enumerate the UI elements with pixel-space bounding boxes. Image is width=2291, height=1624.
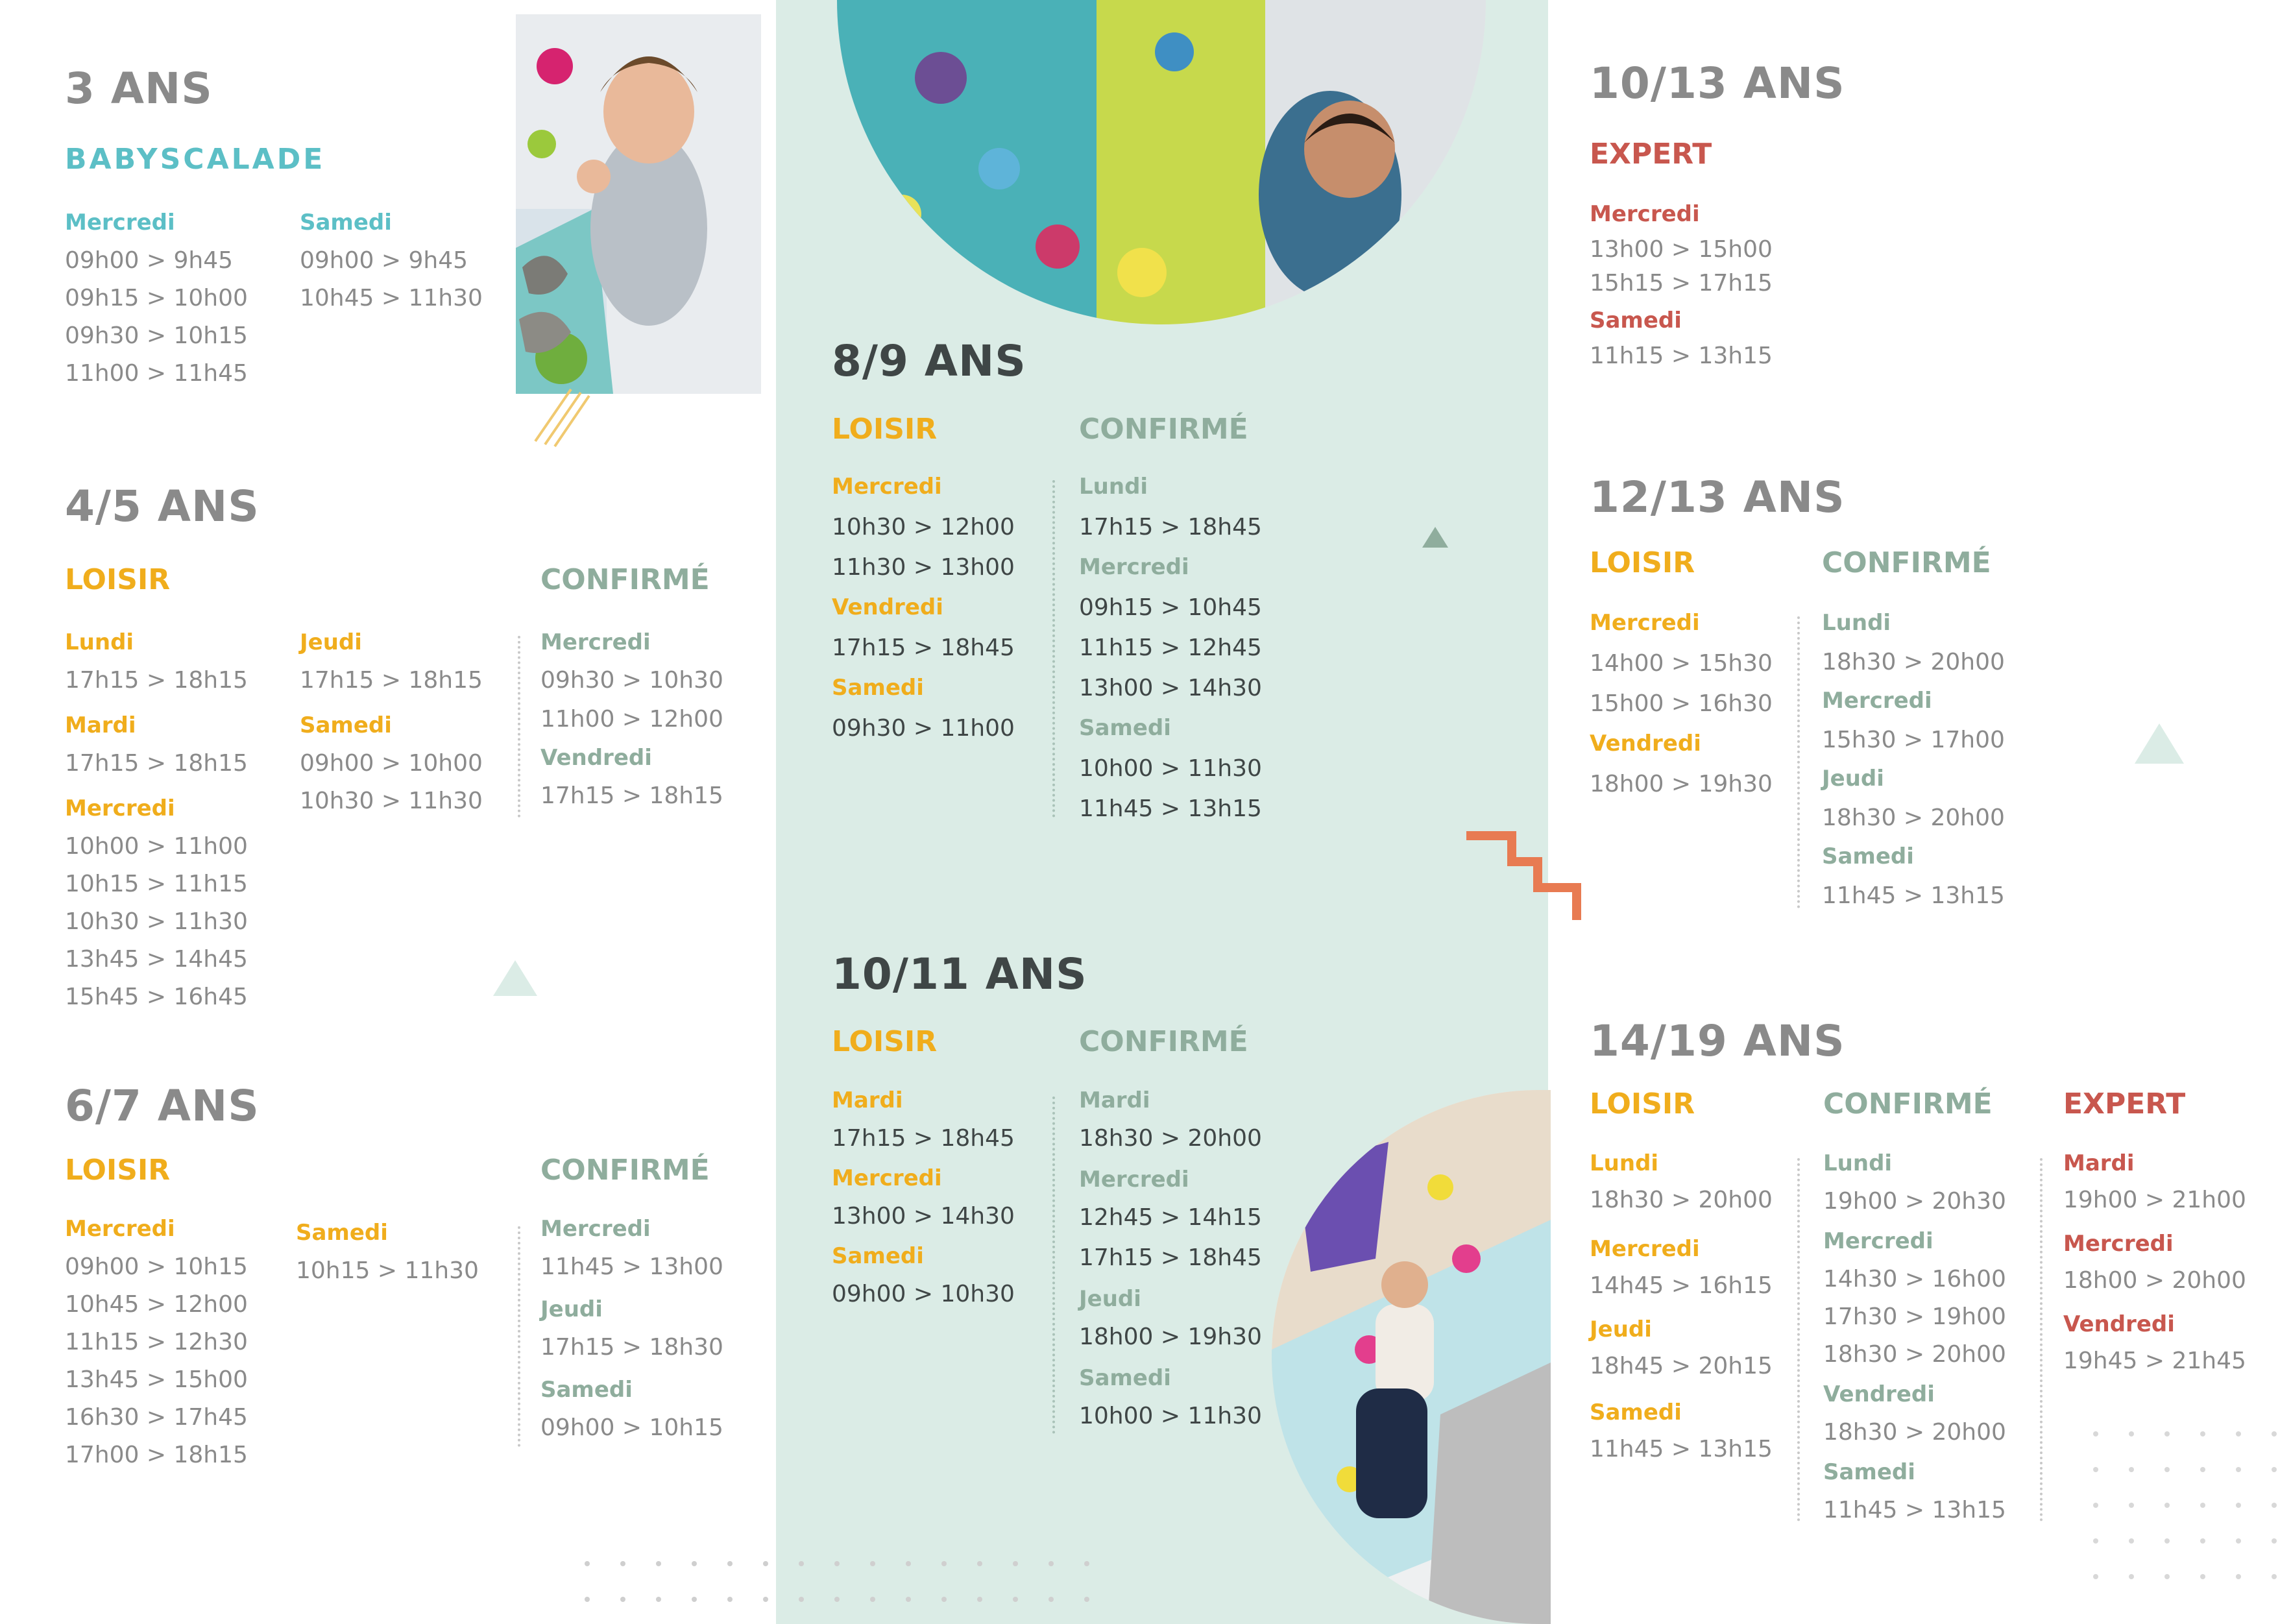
time-slot: 11h00 > 12h00 bbox=[540, 706, 723, 733]
time-slot: 18h00 > 19h30 bbox=[1590, 771, 1773, 797]
schedule-column bbox=[1590, 1150, 1773, 1472]
category-loisir: LOISIR bbox=[1590, 546, 1695, 579]
time-slot: 09h00 > 9h45 bbox=[65, 247, 234, 274]
section-title-10-13-ans: 10/13 ANS bbox=[1590, 58, 1845, 108]
day-label: Mardi bbox=[832, 1087, 903, 1113]
category-confirme: CONFIRMÉ bbox=[1822, 546, 1991, 579]
time-slot: 15h15 > 17h15 bbox=[1590, 270, 1773, 297]
category-confirme: CONFIRMÉ bbox=[1079, 413, 1248, 446]
day-label: Mercredi bbox=[65, 795, 175, 821]
dot-pattern-bottom bbox=[584, 1557, 1135, 1622]
decorative-lines bbox=[532, 383, 590, 448]
category-confirme: CONFIRMÉ bbox=[540, 1154, 710, 1187]
day-label: Vendredi bbox=[832, 594, 943, 620]
day-label: Samedi bbox=[832, 1243, 924, 1269]
day-label: Mercredi bbox=[832, 1165, 942, 1191]
column-divider bbox=[1052, 480, 1055, 818]
time-slot: 13h00 > 14h30 bbox=[1079, 675, 1262, 701]
time-slot: 17h15 > 18h15 bbox=[300, 667, 483, 694]
time-slot: 17h15 > 18h15 bbox=[540, 782, 723, 809]
time-slot: 18h30 > 20h00 bbox=[1823, 1341, 2006, 1368]
day-label: Samedi bbox=[1590, 1400, 1682, 1425]
day-label: Vendredi bbox=[2063, 1311, 2175, 1337]
day-label: Mercredi bbox=[832, 474, 942, 500]
time-slot: 09h00 > 10h30 bbox=[832, 1281, 1015, 1307]
time-slot: 11h45 > 13h15 bbox=[1590, 1436, 1773, 1462]
time-slot: 09h15 > 10h45 bbox=[1079, 594, 1262, 621]
day-label: Mercredi bbox=[65, 1216, 175, 1242]
day-label: Samedi bbox=[296, 1220, 388, 1246]
photo-child-climbing bbox=[516, 14, 761, 394]
day-label: Mercredi bbox=[540, 629, 651, 655]
time-slot: 10h30 > 11h30 bbox=[300, 788, 483, 814]
day-label: Samedi bbox=[1079, 1365, 1171, 1391]
day-label: Vendredi bbox=[1590, 731, 1701, 757]
column-divider bbox=[1797, 1158, 1800, 1521]
day-label: Jeudi bbox=[1822, 766, 1884, 792]
column-divider bbox=[2040, 1158, 2043, 1521]
day-label: Mercredi bbox=[1079, 554, 1189, 580]
time-slot: 09h00 > 10h00 bbox=[300, 750, 483, 777]
day-label: Samedi bbox=[540, 1377, 633, 1403]
schedule-column bbox=[1822, 610, 2005, 921]
time-slot: 18h30 > 20h00 bbox=[1822, 649, 2005, 675]
category-confirme: CONFIRMÉ bbox=[1079, 1025, 1248, 1058]
column-divider bbox=[518, 1226, 520, 1447]
day-label: Mercredi bbox=[1590, 1236, 1700, 1262]
time-slot: 11h15 > 12h30 bbox=[65, 1329, 248, 1355]
schedule-column bbox=[1590, 201, 1773, 378]
day-label: Mercredi bbox=[65, 210, 175, 236]
day-label: Jeudi bbox=[540, 1296, 603, 1322]
time-slot: 18h00 > 19h30 bbox=[1079, 1324, 1262, 1350]
section-title-12-13-ans: 12/13 ANS bbox=[1590, 472, 1845, 522]
time-slot: 09h30 > 10h30 bbox=[540, 667, 723, 694]
stairs-decoration bbox=[1466, 830, 1590, 928]
time-slot: 17h15 > 18h45 bbox=[832, 635, 1015, 661]
category-loisir: LOISIR bbox=[1590, 1087, 1695, 1121]
time-slot: 10h45 > 12h00 bbox=[65, 1291, 248, 1318]
day-label: Mardi bbox=[2063, 1150, 2135, 1176]
time-slot: 18h30 > 20h00 bbox=[1822, 805, 2005, 831]
section-title-14-19-ans: 14/19 ANS bbox=[1590, 1016, 1845, 1066]
day-label: Mercredi bbox=[1590, 610, 1700, 636]
day-label: Mercredi bbox=[1590, 201, 1700, 227]
day-label: Samedi bbox=[1822, 843, 1914, 869]
time-slot: 14h00 > 15h30 bbox=[1590, 650, 1773, 677]
time-slot: 18h30 > 20h00 bbox=[1590, 1187, 1773, 1213]
category-expert: EXPERT bbox=[2063, 1087, 2186, 1121]
time-slot: 19h45 > 21h45 bbox=[2063, 1348, 2246, 1374]
time-slot: 11h15 > 13h15 bbox=[1590, 343, 1773, 369]
day-label: Samedi bbox=[300, 210, 392, 236]
time-slot: 12h45 > 14h15 bbox=[1079, 1204, 1262, 1231]
time-slot: 10h00 > 11h30 bbox=[1079, 1403, 1262, 1429]
time-slot: 13h00 > 15h00 bbox=[1590, 236, 1773, 263]
day-label: Samedi bbox=[1823, 1459, 1915, 1485]
triangle-decoration bbox=[2135, 723, 2184, 764]
section-title-3-ans: 3 ANS bbox=[65, 64, 213, 114]
schedule-column bbox=[300, 210, 483, 322]
category-loisir: LOISIR bbox=[832, 1025, 938, 1058]
time-slot: 15h30 > 17h00 bbox=[1822, 727, 2005, 753]
time-slot: 11h45 > 13h15 bbox=[1822, 882, 2005, 909]
time-slot: 17h15 > 18h45 bbox=[1079, 514, 1262, 540]
time-slot: 11h45 > 13h15 bbox=[1079, 795, 1262, 822]
time-slot: 13h00 > 14h30 bbox=[832, 1203, 1015, 1230]
day-label: Lundi bbox=[1823, 1150, 1893, 1176]
time-slot: 16h30 > 17h45 bbox=[65, 1404, 248, 1431]
time-slot: 15h45 > 16h45 bbox=[65, 984, 248, 1010]
category-loisir: LOISIR bbox=[65, 1154, 171, 1187]
time-slot: 11h00 > 11h45 bbox=[65, 360, 248, 387]
category-confirme: CONFIRMÉ bbox=[540, 563, 710, 596]
time-slot: 10h00 > 11h30 bbox=[1079, 755, 1262, 782]
schedule-column bbox=[65, 629, 248, 1021]
schedule-column bbox=[296, 1220, 479, 1295]
schedule-column bbox=[2063, 1150, 2246, 1384]
triangle-decoration bbox=[493, 960, 537, 996]
schedule-column bbox=[65, 1216, 248, 1479]
day-label: Samedi bbox=[1590, 308, 1682, 333]
time-slot: 10h15 > 11h30 bbox=[296, 1257, 479, 1284]
time-slot: 17h15 > 18h45 bbox=[1079, 1244, 1262, 1271]
time-slot: 14h45 > 16h15 bbox=[1590, 1272, 1773, 1299]
section-title-8-9-ans: 8/9 ANS bbox=[832, 336, 1026, 386]
time-slot: 11h30 > 13h00 bbox=[832, 554, 1015, 581]
day-label: Samedi bbox=[1079, 715, 1171, 741]
category-loisir: LOISIR bbox=[832, 413, 938, 446]
section-title-6-7-ans: 6/7 ANS bbox=[65, 1081, 260, 1131]
time-slot: 17h00 > 18h15 bbox=[65, 1442, 248, 1468]
schedule-column bbox=[832, 1087, 1015, 1321]
schedule-column bbox=[540, 629, 723, 820]
schedule-column bbox=[1079, 474, 1262, 836]
column-divider bbox=[518, 636, 520, 818]
day-label: Mercredi bbox=[1822, 688, 1932, 714]
time-slot: 14h30 > 16h00 bbox=[1823, 1266, 2006, 1292]
schedule-column bbox=[65, 210, 248, 398]
column-divider bbox=[1052, 1097, 1055, 1434]
day-label: Mercredi bbox=[540, 1216, 651, 1242]
category-expert: EXPERT bbox=[1590, 138, 1712, 171]
category-confirme: CONFIRMÉ bbox=[1823, 1087, 1993, 1121]
time-slot: 09h15 > 10h00 bbox=[65, 285, 248, 311]
schedule-column bbox=[1590, 610, 1773, 811]
day-label: Mardi bbox=[1079, 1087, 1150, 1113]
time-slot: 17h15 > 18h30 bbox=[540, 1334, 723, 1361]
schedule-column bbox=[540, 1216, 723, 1452]
time-slot: 19h00 > 20h30 bbox=[1823, 1188, 2006, 1215]
time-slot: 11h45 > 13h15 bbox=[1823, 1497, 2006, 1523]
category-babyscalade: BABYSCALADE bbox=[65, 143, 326, 176]
time-slot: 13h45 > 15h00 bbox=[65, 1366, 248, 1393]
time-slot: 09h00 > 10h15 bbox=[540, 1414, 723, 1441]
time-slot: 17h15 > 18h15 bbox=[65, 750, 248, 777]
schedule-column bbox=[832, 474, 1015, 755]
time-slot: 09h00 > 9h45 bbox=[300, 247, 468, 274]
time-slot: 10h30 > 12h00 bbox=[832, 514, 1015, 540]
dot-pattern-right bbox=[2089, 1427, 2284, 1616]
time-slot: 18h30 > 20h00 bbox=[1823, 1419, 2006, 1446]
time-slot: 18h30 > 20h00 bbox=[1079, 1125, 1262, 1152]
time-slot: 10h15 > 11h15 bbox=[65, 871, 248, 897]
time-slot: 17h15 > 18h15 bbox=[65, 667, 248, 694]
schedule-column bbox=[1079, 1087, 1262, 1443]
section-title-4-5-ans: 4/5 ANS bbox=[65, 481, 260, 531]
time-slot: 15h00 > 16h30 bbox=[1590, 690, 1773, 717]
day-label: Mardi bbox=[65, 712, 136, 738]
schedule-column bbox=[1823, 1150, 2006, 1534]
time-slot: 17h15 > 18h45 bbox=[832, 1125, 1015, 1152]
day-label: Lundi bbox=[1590, 1150, 1659, 1176]
time-slot: 17h30 > 19h00 bbox=[1823, 1303, 2006, 1330]
day-label: Mercredi bbox=[1079, 1167, 1189, 1193]
time-slot: 11h45 > 13h00 bbox=[540, 1254, 723, 1280]
time-slot: 09h00 > 10h15 bbox=[65, 1254, 248, 1280]
day-label: Lundi bbox=[1822, 610, 1891, 636]
schedule-column bbox=[300, 629, 483, 825]
time-slot: 13h45 > 14h45 bbox=[65, 946, 248, 973]
day-label: Jeudi bbox=[1590, 1316, 1652, 1342]
category-loisir: LOISIR bbox=[65, 563, 171, 596]
day-label: Vendredi bbox=[1823, 1381, 1935, 1407]
day-label: Lundi bbox=[65, 629, 134, 655]
time-slot: 10h00 > 11h00 bbox=[65, 833, 248, 860]
time-slot: 11h15 > 12h45 bbox=[1079, 635, 1262, 661]
day-label: Mercredi bbox=[1823, 1228, 1933, 1254]
time-slot: 09h30 > 11h00 bbox=[832, 715, 1015, 742]
column-divider bbox=[1797, 616, 1800, 908]
day-label: Mercredi bbox=[2063, 1231, 2174, 1257]
day-label: Jeudi bbox=[1079, 1286, 1141, 1312]
time-slot: 10h30 > 11h30 bbox=[65, 908, 248, 935]
time-slot: 18h00 > 20h00 bbox=[2063, 1267, 2246, 1294]
triangle-decoration bbox=[1422, 527, 1448, 548]
day-label: Samedi bbox=[832, 675, 924, 701]
day-label: Lundi bbox=[1079, 474, 1148, 500]
section-title-10-11-ans: 10/11 ANS bbox=[832, 949, 1087, 999]
day-label: Samedi bbox=[300, 712, 392, 738]
time-slot: 19h00 > 21h00 bbox=[2063, 1187, 2246, 1213]
day-label: Jeudi bbox=[300, 629, 362, 655]
time-slot: 18h45 > 20h15 bbox=[1590, 1353, 1773, 1379]
day-label: Vendredi bbox=[540, 745, 652, 771]
time-slot: 09h30 > 10h15 bbox=[65, 322, 248, 349]
time-slot: 10h45 > 11h30 bbox=[300, 285, 483, 311]
